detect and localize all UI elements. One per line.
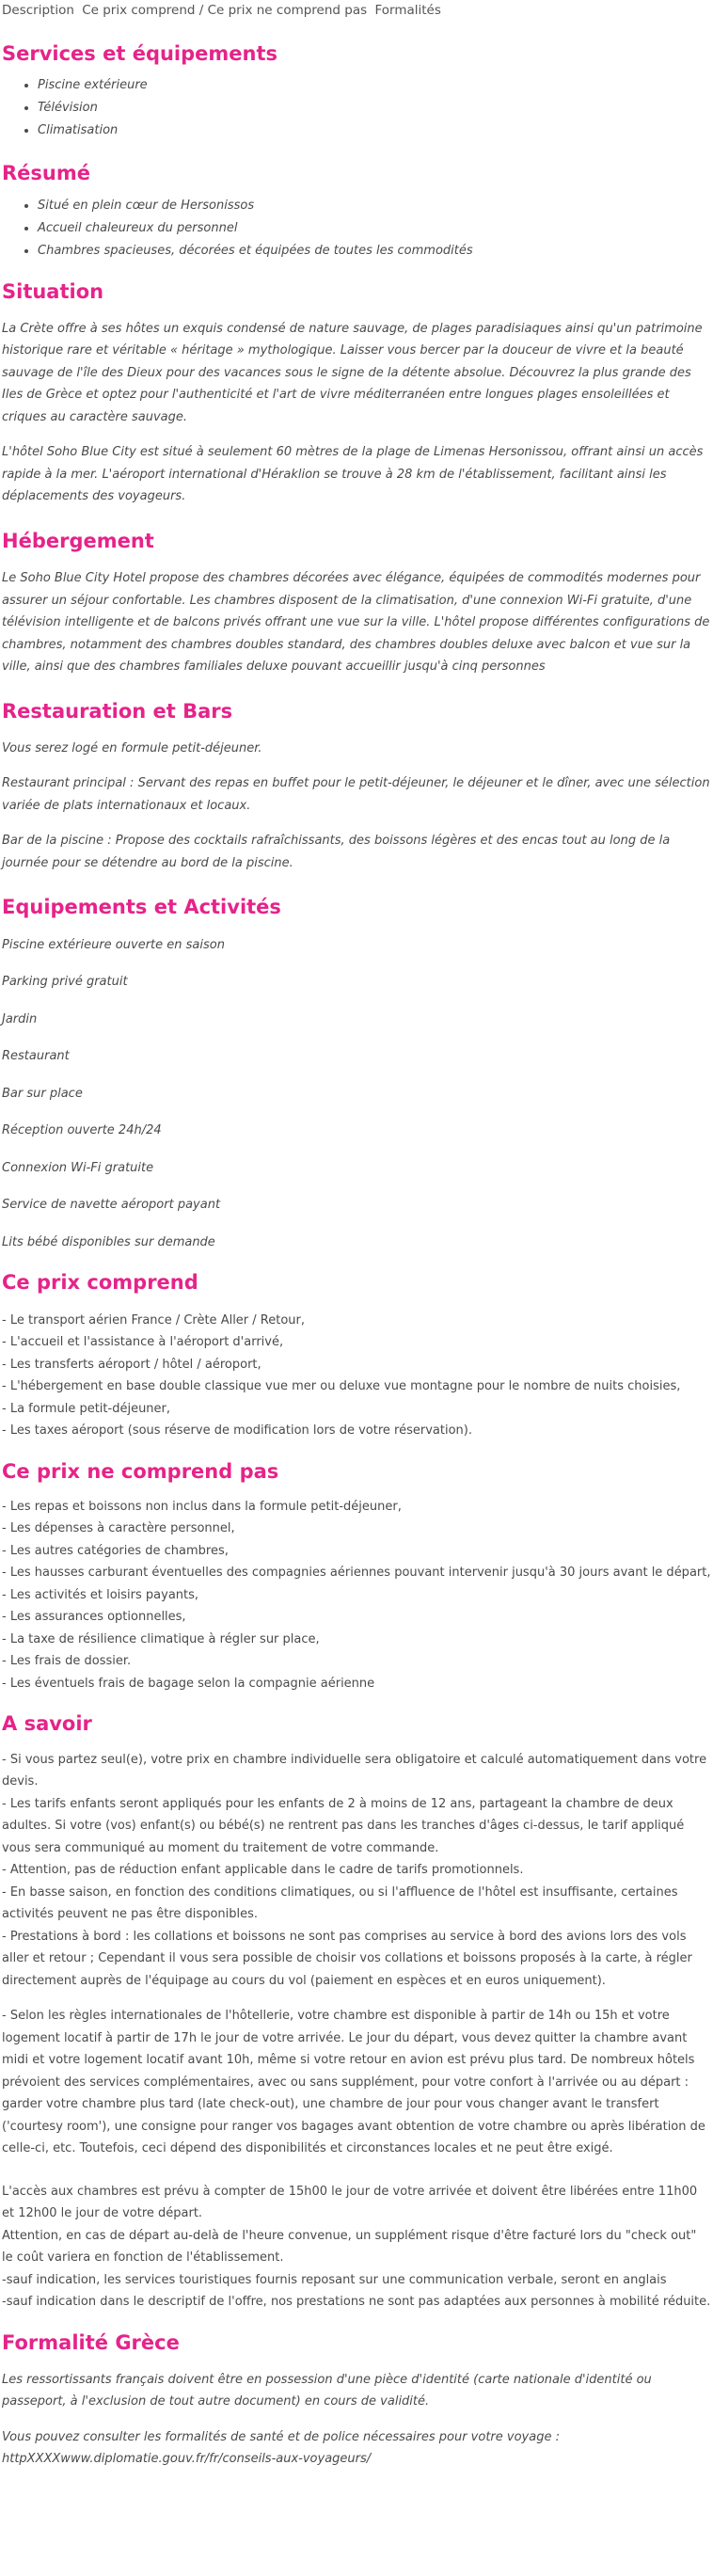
comprend-list bbox=[2, 1310, 711, 1442]
list-item: • Piscine extérieure bbox=[38, 74, 711, 97]
ne-comprend-list bbox=[2, 1496, 711, 1695]
list-item: Piscine extérieure ouverte en saison bbox=[2, 937, 225, 952]
list-item: Parking privé gratuit bbox=[2, 975, 128, 990]
savoir-block: - Selon les règles internationales de l'hôtellerie, votre chambre est disponible à partir de 14h ou 15h et votre logement locatif à partir de 17h le jour de votre arrivée. Le jour du départ, vous devez quitter la chambre avant midi et votre logement locatif avant 10h, même si votre retour en avion est prévu plus tard. De nombreux hôtels prévoient des services complémentaires, avec ou sans supplément, pour votre confort à l'arrivée ou au départ : garder votre chambre plus tard (late check-out), une chambre de jour pour vous changer avant le transfert ('courtesy room'), une consigne pour ranger vos bagages avant obtention de votre chambre ou après libération de celle-ci, etc. Toutefois, ceci dépend des disponibilités et circonstances locales et ne peut être exigé. bbox=[2, 2009, 705, 2156]
list-item: - Les éventuels frais de bagage selon la compagnie aérienne bbox=[2, 1676, 375, 1691]
list-item: - La formule petit-déjeuner, bbox=[2, 1401, 171, 1416]
situation-section bbox=[2, 279, 711, 508]
tab-formalites[interactable]: Formalités bbox=[374, 3, 441, 18]
restauration-paragraph: Restaurant principal : Servant des repas en buffet pour le petit-déjeuner, le déjeuner et le dîner, avec une sélection variée de plats internationaux et locaux. bbox=[2, 776, 710, 813]
hebergement-title: Hébergement bbox=[2, 529, 154, 552]
list-item: - Les taxes aéroport (sous réserve de modification lors de votre réservation). bbox=[2, 1423, 472, 1439]
list-item: Jardin bbox=[2, 1011, 38, 1026]
situation-paragraph: L'hôtel Soho Blue City est situé à seulement 60 mètres de la plage de Limenas Hersonissou, offrant ainsi un accès rapide à la mer. L'aéroport international d'Héraklion se trouve à 28 km de l'établissement, facilitant ainsi les déplacements des voyageurs. bbox=[2, 445, 704, 504]
formalite-paragraph: Vous pouvez consulter les formalités de santé et de police nécessaires pour votre voyage : httpXXXXwww.diplomatie.gouv.fr/fr/conseils-aux-voyageurs/ bbox=[2, 2429, 560, 2467]
list-item: Lits bébé disponibles sur demande bbox=[2, 1234, 215, 1249]
list-item: - Les autres catégories de chambres, bbox=[2, 1543, 229, 1558]
list-item: • Télévision bbox=[38, 97, 711, 119]
list-item: - Les transferts aéroport / hôtel / aéroport, bbox=[2, 1357, 261, 1372]
comprend-section bbox=[2, 1270, 711, 1441]
list-item: - L'hébergement en base double classique vue mer ou deluxe vue montagne pour le nombre de nuits choisies, bbox=[2, 1379, 681, 1394]
list-item: Connexion Wi-Fi gratuite bbox=[2, 1160, 154, 1175]
formalite-section bbox=[2, 2330, 711, 2471]
list-item: - Les repas et boissons non inclus dans la formule petit-déjeuner, bbox=[2, 1499, 402, 1514]
situation-paragraph: La Crète offre à ses hôtes un exquis condensé de nature sauvage, de plages paradisiaques ainsi qu'un patrimoine historique rare et véritable « héritage » mythologique. Laisser vous bercer par la douceur de vivre et la beauté sauvage de l'île des Dieux pour des vacances sous le signe de la détente absolue. Découvrez la plus grande des Iles de Grèce et optez pour l'authenticité et l'art de vivre méditerranéen entre longues plages ensoleillées et criques au caractère sauvage. bbox=[2, 321, 703, 424]
list-item: - Les hausses carburant éventuelles des compagnies aériennes pouvant intervenir jusqu'à 30 jours avant le départ, bbox=[2, 1566, 711, 1581]
restauration-paragraph: Vous serez logé en formule petit-déjeuner. bbox=[2, 740, 262, 755]
tab-description[interactable]: Description bbox=[2, 3, 74, 18]
list-item: • Climatisation bbox=[38, 119, 711, 142]
restauration-paragraph: Bar de la piscine : Propose des cocktails rafraîchissants, des boissons légères et des encas tout au long de la journée pour se détendre au bord de la piscine. bbox=[2, 834, 671, 870]
restauration-section bbox=[2, 699, 711, 875]
list-item: - Les assurances optionnelles, bbox=[2, 1610, 186, 1625]
list-item: - Le transport aérien France / Crète Aller / Retour, bbox=[2, 1312, 306, 1328]
list-item: • Accueil chaleureux du personnel bbox=[38, 217, 711, 240]
services-title: Services et équipements bbox=[2, 42, 278, 65]
tab-bar bbox=[2, 0, 711, 21]
services-section bbox=[2, 41, 711, 142]
list-item: Restaurant bbox=[2, 1049, 70, 1064]
list-item: • Situé en plein cœur de Hersonissos bbox=[38, 195, 711, 217]
comprend-title: Ce prix comprend bbox=[2, 1271, 198, 1295]
list-item: - Les activités et loisirs payants, bbox=[2, 1587, 199, 1602]
savoir-block: L'accès aux chambres est prévu à compter de 15h00 le jour de votre arrivée et doivent être libérées entre 11h00 et 12h00 le jour de votre départ. Attention, en cas de départ au-delà de l'heure convenue, un supplément risque d'être facturé lors du "check out" le coût variera en fonction de l'établissement. -sauf indication, les services touristiques fournis reposant sur une communication verbale, seront en anglais -sauf indication dans le descriptif de l'offre, nos prestations ne sont pas adaptées aux personnes à mobilité réduite. bbox=[2, 2184, 711, 2310]
formalite-paragraph: Les ressortissants français doivent être en possession d'une pièce d'identité (carte nationale d'identité ou passeport, à l'exclusion de tout autre document) en cours de validité. bbox=[2, 2372, 652, 2409]
resume-title: Résumé bbox=[2, 162, 90, 185]
hebergement-section bbox=[2, 529, 711, 678]
formalite-title: Formalité Grèce bbox=[2, 2330, 180, 2354]
list-item: - Les dépenses à caractère personnel, bbox=[2, 1521, 235, 1536]
ne-comprend-section bbox=[2, 1459, 711, 1695]
list-item: Service de navette aéroport payant bbox=[2, 1198, 221, 1213]
list-item: Réception ouverte 24h/24 bbox=[2, 1123, 162, 1138]
ne-comprend-title: Ce prix ne comprend pas bbox=[2, 1459, 279, 1483]
hebergement-paragraph: Le Soho Blue City Hotel propose des chambres décorées avec élégance, équipées de commodités modernes pour assurer un séjour confortable. Les chambres disposent de la climatisation, d'une connexion Wi-Fi gratuite, d'une télévision intelligente et de balcons privés offrant une vue sur la ville. L'hôtel propose différentes configurations de chambres, notamment des chambres doubles standard, des chambres doubles deluxe avec balcon et vue sur la ville, ainsi que des chambres familiales deluxe pouvant accueillir jusqu'à cinq personnes bbox=[2, 571, 710, 675]
tab-prix[interactable]: Ce prix comprend / Ce prix ne comprend pas bbox=[82, 3, 368, 18]
savoir-section bbox=[2, 1711, 711, 2313]
resume-list bbox=[2, 195, 711, 262]
list-item: Bar sur place bbox=[2, 1086, 83, 1101]
activites-title: Equipements et Activités bbox=[2, 896, 281, 919]
savoir-block: - Si vous partez seul(e), votre prix en chambre individuelle sera obligatoire et calculé automatiquement dans votre devis. - Les tarifs enfants seront appliqués pour les enfants de 2 à moins de 12 ans, partageant la chambre de deux adultes. Si votre (vos) enfant(s) ou bébé(s) ne rentrent pas dans les tranches d'âges ci-dessus, le tarif appliqué vous sera communiqué au moment du traitement de votre commande. - Attention, pas de réduction enfant applicable dans le cadre de tarifs promotionnels. - En basse saison, en fonction des conditions climatiques, ou si l'affluence de l'hôtel est insuffisante, certaines activités peuvent ne pas être disponibles. - Prestations à bord : les collations et boissons ne sont pas comprises au service à bord des avions lors des vols aller et retour ; Cependant il vous sera possible de choisir vos collations et boissons proposés à la carte, à régler directement auprès de l'équipage au cours du vol (paiement en espèces et en euros uniquement). bbox=[2, 1752, 707, 1988]
list-item: - La taxe de résilience climatique à régler sur place, bbox=[2, 1631, 320, 1646]
restauration-title: Restauration et Bars bbox=[2, 699, 233, 723]
list-item: - Les frais de dossier. bbox=[2, 1654, 132, 1669]
savoir-title: A savoir bbox=[2, 1712, 92, 1736]
situation-title: Situation bbox=[2, 279, 104, 303]
activites-section bbox=[2, 895, 711, 1253]
list-item: - L'accueil et l'assistance à l'aéroport d'arrivé, bbox=[2, 1335, 284, 1350]
activites-list bbox=[2, 934, 711, 1254]
services-list bbox=[2, 74, 711, 142]
resume-section bbox=[2, 161, 711, 262]
list-item: • Chambres spacieuses, décorées et équipées de toutes les commodités bbox=[38, 240, 711, 262]
